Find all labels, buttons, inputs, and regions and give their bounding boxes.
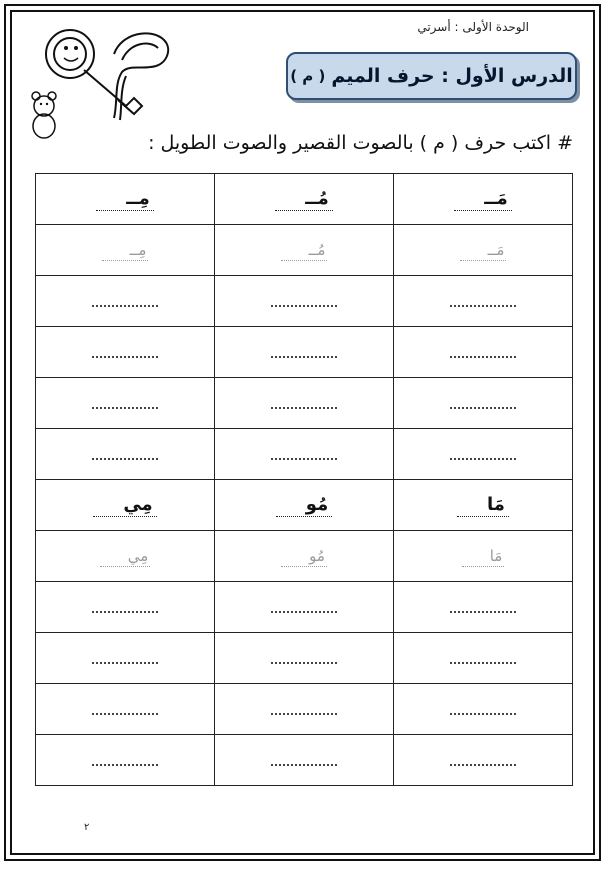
blank-cell[interactable] xyxy=(215,378,394,429)
blank-row xyxy=(36,429,573,480)
letter-meem-logo xyxy=(22,14,182,144)
page-number: ٢ xyxy=(84,822,90,833)
blank-cell[interactable] xyxy=(36,735,215,786)
trace-cell xyxy=(36,225,215,276)
blank-row xyxy=(36,684,573,735)
blank-cell[interactable] xyxy=(36,276,215,327)
blank-row xyxy=(36,378,573,429)
trace-letter: مُــ xyxy=(281,240,328,261)
model-letter: مُو xyxy=(276,494,332,517)
blank-cell[interactable] xyxy=(394,633,573,684)
blank-cell[interactable] xyxy=(36,633,215,684)
writing-blank-line[interactable] xyxy=(92,705,158,715)
writing-blank-line[interactable] xyxy=(271,450,337,460)
model-row xyxy=(36,480,573,531)
blank-cell[interactable] xyxy=(394,582,573,633)
model-cell xyxy=(36,174,215,225)
writing-blank-line[interactable] xyxy=(92,399,158,409)
blank-cell[interactable] xyxy=(215,633,394,684)
blank-cell[interactable] xyxy=(215,684,394,735)
blank-cell[interactable] xyxy=(36,378,215,429)
blank-cell[interactable] xyxy=(215,429,394,480)
blank-row xyxy=(36,327,573,378)
model-letter: مَا xyxy=(457,494,509,517)
blank-cell[interactable] xyxy=(215,327,394,378)
blank-row xyxy=(36,582,573,633)
unit-title: الوحدة الأولى : أسرتي xyxy=(417,20,529,34)
blank-cell[interactable] xyxy=(36,429,215,480)
writing-blank-line[interactable] xyxy=(271,297,337,307)
writing-blank-line[interactable] xyxy=(450,603,516,613)
model-cell xyxy=(36,480,215,531)
trace-letter: مُو xyxy=(281,546,327,567)
trace-cell xyxy=(394,225,573,276)
writing-blank-line[interactable] xyxy=(92,603,158,613)
model-letter: مِــ xyxy=(96,188,153,211)
trace-letter: مِي xyxy=(100,546,151,567)
writing-blank-line[interactable] xyxy=(450,348,516,358)
writing-blank-line[interactable] xyxy=(271,654,337,664)
model-cell xyxy=(394,480,573,531)
writing-blank-line[interactable] xyxy=(92,756,158,766)
writing-blank-line[interactable] xyxy=(450,399,516,409)
model-row xyxy=(36,174,573,225)
exercise-instruction: # اكتب حرف ( م ) بالصوت القصير والصوت الطويل : xyxy=(148,132,573,154)
trace-cell xyxy=(215,225,394,276)
model-cell xyxy=(215,480,394,531)
blank-cell[interactable] xyxy=(36,327,215,378)
trace-letter: مَــ xyxy=(460,240,507,261)
trace-cell xyxy=(394,531,573,582)
writing-blank-line[interactable] xyxy=(92,348,158,358)
trace-letter: مَا xyxy=(462,546,505,567)
writing-practice-table xyxy=(35,173,573,786)
trace-row xyxy=(36,531,573,582)
blank-row xyxy=(36,276,573,327)
model-letter: مِي xyxy=(93,494,156,517)
writing-blank-line[interactable] xyxy=(450,705,516,715)
writing-blank-line[interactable] xyxy=(450,756,516,766)
blank-cell[interactable] xyxy=(394,735,573,786)
writing-blank-line[interactable] xyxy=(450,297,516,307)
blank-cell[interactable] xyxy=(394,429,573,480)
lesson-letter: ( م ) xyxy=(290,67,326,85)
blank-cell[interactable] xyxy=(36,582,215,633)
trace-cell xyxy=(215,531,394,582)
writing-blank-line[interactable] xyxy=(271,756,337,766)
trace-cell xyxy=(36,531,215,582)
writing-blank-line[interactable] xyxy=(92,654,158,664)
writing-blank-line[interactable] xyxy=(271,348,337,358)
blank-cell[interactable] xyxy=(36,684,215,735)
writing-blank-line[interactable] xyxy=(92,450,158,460)
lesson-title: الدرس الأول : حرف الميم xyxy=(331,65,573,87)
blank-cell[interactable] xyxy=(394,276,573,327)
blank-cell[interactable] xyxy=(215,582,394,633)
model-cell xyxy=(394,174,573,225)
trace-row xyxy=(36,225,573,276)
model-cell xyxy=(215,174,394,225)
writing-blank-line[interactable] xyxy=(92,297,158,307)
blank-cell[interactable] xyxy=(394,327,573,378)
blank-cell[interactable] xyxy=(394,378,573,429)
model-letter: مُــ xyxy=(275,188,332,211)
trace-letter: مِــ xyxy=(102,240,149,261)
blank-cell[interactable] xyxy=(215,276,394,327)
blank-row xyxy=(36,735,573,786)
writing-blank-line[interactable] xyxy=(450,450,516,460)
blank-cell[interactable] xyxy=(394,684,573,735)
writing-blank-line[interactable] xyxy=(271,399,337,409)
writing-blank-line[interactable] xyxy=(271,603,337,613)
blank-row xyxy=(36,633,573,684)
writing-blank-line[interactable] xyxy=(271,705,337,715)
blank-cell[interactable] xyxy=(215,735,394,786)
lesson-title-box xyxy=(286,52,577,100)
model-letter: مَــ xyxy=(454,188,511,211)
writing-blank-line[interactable] xyxy=(450,654,516,664)
